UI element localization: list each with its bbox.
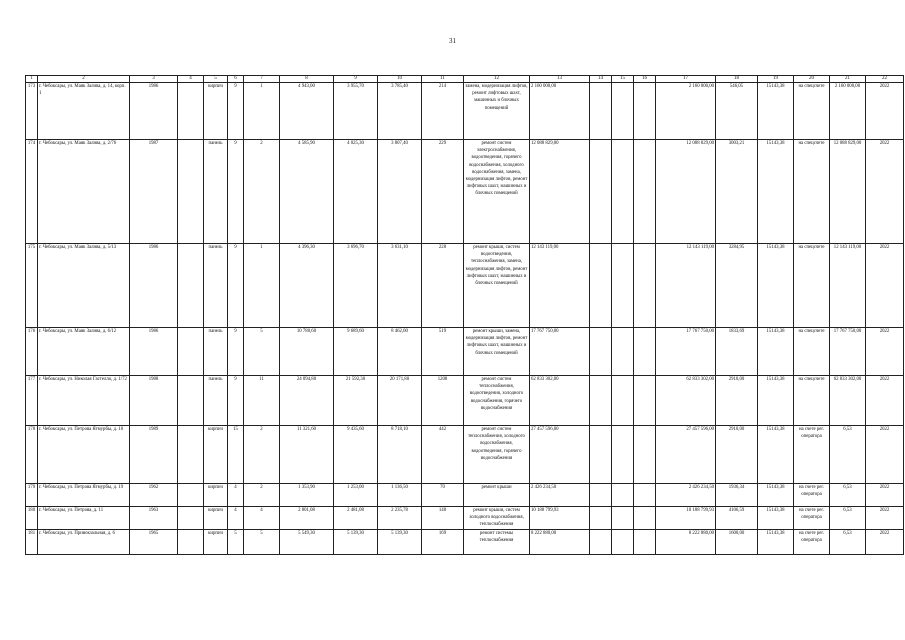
living-area-cell: 2 235,78 [378, 507, 422, 530]
works-list-cell: замена, модернизация лифтов, ремонт лифтовых шахт, машинных и блочных помещений [464, 83, 530, 140]
residents-cell: 442 [422, 426, 464, 484]
column-number: 11 [422, 76, 464, 83]
living-area-cell: 8 462,00 [378, 328, 422, 376]
premises-area-cell: 2 481,08 [334, 507, 378, 530]
column-number: 1 [26, 76, 38, 83]
column-number: 10 [378, 76, 422, 83]
premises-area-cell: 3 955,70 [334, 83, 378, 140]
works-list-cell: ремонт систем теплоснабжения, холодного водоснабжения, водоотведения, горячего водоснабжения [464, 426, 530, 484]
entrances-cell: 11 [244, 376, 280, 426]
limit-cost-cell: 15143,38 [758, 484, 794, 507]
floors-cell: 9 [228, 140, 244, 244]
funding-method-cell: на спецсчете [794, 244, 830, 328]
table-row [26, 328, 904, 376]
limit-cost-cell: 15143,38 [758, 426, 794, 484]
total-cost-cell: 2 160 000,00 [530, 83, 590, 140]
residents-cell: 519 [422, 328, 464, 376]
owners-cost-cell: 2 160 000,00 [656, 83, 716, 140]
empty-cell [612, 426, 634, 484]
year-built-cell: 1987 [130, 140, 178, 244]
entrances-cell: 2 [244, 484, 280, 507]
plan-year-cell: 2022 [866, 426, 904, 484]
empty-cell [590, 140, 612, 244]
empty-cell [612, 484, 634, 507]
column-number: 15 [612, 76, 634, 83]
year-built-cell: 1963 [130, 507, 178, 530]
empty-cell [178, 140, 204, 244]
empty-cell [612, 328, 634, 376]
funding-amount-cell: 2 160 000,00 [830, 83, 866, 140]
empty-cell [612, 507, 634, 530]
empty-cell [634, 484, 656, 507]
repair-program-table [25, 75, 904, 555]
year-built-cell: 1986 [130, 83, 178, 140]
entrances-cell: 4 [244, 507, 280, 530]
unit-cost-cell: 546,05 [716, 83, 758, 140]
row-number: 175 [26, 244, 38, 328]
funding-method-cell: на спецсчете [794, 83, 830, 140]
total-cost-cell: 17 767 750,00 [530, 328, 590, 376]
row-number: 174 [26, 140, 38, 244]
table-row [26, 376, 904, 426]
year-built-cell: 1988 [130, 376, 178, 426]
wall-material-cell: панель [204, 140, 228, 244]
column-number: 9 [334, 76, 378, 83]
funding-amount-cell: 17 767 750,00 [830, 328, 866, 376]
floors-cell: 4 [228, 507, 244, 530]
total-area-cell: 4 396,30 [280, 244, 334, 328]
residents-cell: 169 [422, 530, 464, 555]
funding-method-cell: на спецсчете [794, 376, 830, 426]
column-number: 18 [716, 76, 758, 83]
address-cell: г. Чебоксары, ул. Николая Гастелло, д. 1/72 [38, 376, 130, 426]
empty-cell [634, 530, 656, 555]
living-area-cell: 3 807,40 [378, 140, 422, 244]
address-cell: г. Чебоксары, ул. Петрова Ягмурбы, д. 10 [38, 426, 130, 484]
year-built-cell: 1965 [130, 530, 178, 555]
empty-cell [590, 83, 612, 140]
works-list-cell: ремонт крыши, систем водоотведения, теплоснабжения, замена, модернизация лифтов, ремонт лифтовых шахт, машинных и блочных помещений [464, 244, 530, 328]
address-cell: г. Чебоксары, ул. Маяк Залива, д. 14, корп. 1 [38, 83, 130, 140]
address-cell: г. Чебоксары, ул. Петрова Ягмурбы, д. 19 [38, 484, 130, 507]
unit-cost-cell: 1936,34 [716, 484, 758, 507]
column-number: 22 [866, 76, 904, 83]
floors-cell: 9 [228, 83, 244, 140]
premises-area-cell: 1 253,00 [334, 484, 378, 507]
row-number: 176 [26, 328, 38, 376]
funding-amount-cell: 6,53 [830, 426, 866, 484]
row-number: 181 [26, 530, 38, 555]
limit-cost-cell: 15143,38 [758, 530, 794, 555]
premises-area-cell: 21 592,30 [334, 376, 378, 426]
owners-cost-cell: 12 143 119,00 [656, 244, 716, 328]
plan-year-cell: 2022 [866, 140, 904, 244]
empty-cell [634, 376, 656, 426]
premises-area-cell: 9 689,60 [334, 328, 378, 376]
empty-cell [178, 376, 204, 426]
total-cost-cell: 2 426 234,50 [530, 484, 590, 507]
empty-cell [178, 328, 204, 376]
living-area-cell: 5 139,30 [378, 530, 422, 555]
limit-cost-cell: 15143,38 [758, 140, 794, 244]
premises-area-cell: 3 696,70 [334, 244, 378, 328]
residents-cell: 229 [422, 140, 464, 244]
column-number: 17 [656, 76, 716, 83]
year-built-cell: 1962 [130, 484, 178, 507]
unit-cost-cell: 3003,21 [716, 140, 758, 244]
empty-cell [634, 140, 656, 244]
column-number-row [26, 76, 904, 83]
total-area-cell: 24 094,80 [280, 376, 334, 426]
row-number: 178 [26, 426, 38, 484]
empty-cell [634, 244, 656, 328]
empty-cell [178, 530, 204, 555]
wall-material-cell: кирпич [204, 83, 228, 140]
table-row [26, 484, 904, 507]
table-row [26, 530, 904, 555]
empty-cell [612, 376, 634, 426]
empty-cell [612, 244, 634, 328]
address-cell: г. Чебоксары, ул. Привокзальная, д. 6 [38, 530, 130, 555]
floors-cell: 5 [228, 530, 244, 555]
unit-cost-cell: 2910,00 [716, 376, 758, 426]
column-number: 21 [830, 76, 866, 83]
total-area-cell: 4 585,90 [280, 140, 334, 244]
funding-method-cell: на счете рег. оператора [794, 484, 830, 507]
funding-method-cell: на счете рег. оператора [794, 426, 830, 484]
entrances-cell: 2 [244, 140, 280, 244]
plan-year-cell: 2022 [866, 328, 904, 376]
owners-cost-cell: 17 767 750,00 [656, 328, 716, 376]
empty-cell [590, 426, 612, 484]
residents-cell: 148 [422, 507, 464, 530]
wall-material-cell: кирпич [204, 484, 228, 507]
empty-cell [612, 140, 634, 244]
column-number: 5 [204, 76, 228, 83]
year-built-cell: 1989 [130, 426, 178, 484]
row-number: 180 [26, 507, 38, 530]
living-area-cell: 8 718,10 [378, 426, 422, 484]
table-row [26, 140, 904, 244]
funding-amount-cell: 6,53 [830, 507, 866, 530]
column-number: 7 [244, 76, 280, 83]
owners-cost-cell: 62 833 302,00 [656, 376, 716, 426]
unit-cost-cell: 1600,00 [716, 530, 758, 555]
funding-amount-cell: 12 143 119,00 [830, 244, 866, 328]
wall-material-cell: кирпич [204, 530, 228, 555]
wall-material-cell: панель [204, 244, 228, 328]
living-area-cell: 20 171,80 [378, 376, 422, 426]
empty-cell [590, 328, 612, 376]
works-list-cell: ремонт систем теплоснабжения, водоотведения, холодного водоснабжения, горячего водоснабжения [464, 376, 530, 426]
wall-material-cell: панель [204, 376, 228, 426]
page-number: 31 [449, 37, 456, 45]
address-cell: г. Чебоксары, ул. Маяк Залива, д. 2/76 [38, 140, 130, 244]
floors-cell: 15 [228, 426, 244, 484]
total-area-cell: 1 353,90 [280, 484, 334, 507]
table-row [26, 507, 904, 530]
row-number: 173 [26, 83, 38, 140]
plan-year-cell: 2022 [866, 507, 904, 530]
owners-cost-cell: 10 188 799,93 [656, 507, 716, 530]
empty-cell [178, 484, 204, 507]
entrances-cell: 1 [244, 83, 280, 140]
premises-area-cell: 5 139,30 [334, 530, 378, 555]
funding-amount-cell: 12 088 829,00 [830, 140, 866, 244]
funding-amount-cell: 6,53 [830, 484, 866, 507]
residents-cell: 214 [422, 83, 464, 140]
empty-cell [612, 83, 634, 140]
owners-cost-cell: 12 088 829,00 [656, 140, 716, 244]
works-list-cell: ремонт системы теплоснабжения [464, 530, 530, 555]
wall-material-cell: кирпич [204, 507, 228, 530]
unit-cost-cell: 4106,59 [716, 507, 758, 530]
floors-cell: 9 [228, 244, 244, 328]
column-number: 12 [464, 76, 530, 83]
entrances-cell: 2 [244, 426, 280, 484]
year-built-cell: 1986 [130, 328, 178, 376]
row-number: 177 [26, 376, 38, 426]
plan-year-cell: 2022 [866, 530, 904, 555]
empty-cell [590, 530, 612, 555]
empty-cell [590, 507, 612, 530]
works-list-cell: ремонт крыши [464, 484, 530, 507]
empty-cell [178, 83, 204, 140]
funding-amount-cell: 6,53 [830, 530, 866, 555]
plan-year-cell: 2022 [866, 244, 904, 328]
address-cell: г. Чебоксары, ул. Петрова, д. 11 [38, 507, 130, 530]
limit-cost-cell: 15143,38 [758, 83, 794, 140]
column-number: 3 [130, 76, 178, 83]
total-cost-cell: 8 222 880,00 [530, 530, 590, 555]
premises-area-cell: 9 435,60 [334, 426, 378, 484]
empty-cell [178, 244, 204, 328]
funding-method-cell: на счете рег. оператора [794, 530, 830, 555]
entrances-cell: 5 [244, 328, 280, 376]
column-number: 13 [530, 76, 590, 83]
entrances-cell: 1 [244, 244, 280, 328]
living-area-cell: 1 136,50 [378, 484, 422, 507]
column-number: 19 [758, 76, 794, 83]
empty-cell [178, 507, 204, 530]
funding-amount-cell: 62 833 302,00 [830, 376, 866, 426]
empty-cell [634, 426, 656, 484]
funding-method-cell: на спецсчете [794, 140, 830, 244]
column-number: 2 [38, 76, 130, 83]
address-cell: г. Чебоксары, ул. Маяк Залива, д. 5/13 [38, 244, 130, 328]
limit-cost-cell: 15143,38 [758, 328, 794, 376]
plan-year-cell: 2022 [866, 376, 904, 426]
column-number: 14 [590, 76, 612, 83]
owners-cost-cell: 8 222 880,00 [656, 530, 716, 555]
unit-cost-cell: 2910,00 [716, 426, 758, 484]
table-row [26, 426, 904, 484]
empty-cell [590, 484, 612, 507]
limit-cost-cell: 15143,38 [758, 507, 794, 530]
table-row [26, 244, 904, 328]
empty-cell [590, 244, 612, 328]
total-cost-cell: 62 833 302,00 [530, 376, 590, 426]
works-list-cell: ремонт крыши, систем холодного водоснабжения, теплоснабжения [464, 507, 530, 530]
owners-cost-cell: 2 426 234,50 [656, 484, 716, 507]
total-area-cell: 11 321,60 [280, 426, 334, 484]
residents-cell: 228 [422, 244, 464, 328]
wall-material-cell: кирпич [204, 426, 228, 484]
limit-cost-cell: 15143,38 [758, 376, 794, 426]
column-number: 4 [178, 76, 204, 83]
total-area-cell: 4 943,00 [280, 83, 334, 140]
plan-year-cell: 2022 [866, 484, 904, 507]
floors-cell: 4 [228, 484, 244, 507]
floors-cell: 9 [228, 328, 244, 376]
owners-cost-cell: 27 457 596,00 [656, 426, 716, 484]
year-built-cell: 1986 [130, 244, 178, 328]
empty-cell [590, 376, 612, 426]
empty-cell [612, 530, 634, 555]
residents-cell: 1208 [422, 376, 464, 426]
table-row [26, 83, 904, 140]
total-cost-cell: 27 457 596,00 [530, 426, 590, 484]
column-number: 8 [280, 76, 334, 83]
total-area-cell: 10 780,60 [280, 328, 334, 376]
works-list-cell: ремонт крыши, замена, модернизация лифтов, ремонт лифтовых шахт, машинных и блочных помещений [464, 328, 530, 376]
premises-area-cell: 4 025,30 [334, 140, 378, 244]
row-number: 179 [26, 484, 38, 507]
address-cell: г. Чебоксары, ул. Маяк Залива, д. 6/12 [38, 328, 130, 376]
floors-cell: 9 [228, 376, 244, 426]
unit-cost-cell: 1833,69 [716, 328, 758, 376]
entrances-cell: 5 [244, 530, 280, 555]
residents-cell: 70 [422, 484, 464, 507]
limit-cost-cell: 15143,38 [758, 244, 794, 328]
empty-cell [634, 328, 656, 376]
empty-cell [634, 83, 656, 140]
wall-material-cell: панель [204, 328, 228, 376]
funding-method-cell: на счете рег. оператора [794, 507, 830, 530]
total-cost-cell: 12 088 829,00 [530, 140, 590, 244]
total-area-cell: 5 549,30 [280, 530, 334, 555]
plan-year-cell: 2022 [866, 83, 904, 140]
column-number: 6 [228, 76, 244, 83]
column-number: 20 [794, 76, 830, 83]
living-area-cell: 3 631,10 [378, 244, 422, 328]
total-area-cell: 2 801,08 [280, 507, 334, 530]
living-area-cell: 3 785,40 [378, 83, 422, 140]
total-cost-cell: 10 188 799,93 [530, 507, 590, 530]
empty-cell [178, 426, 204, 484]
column-number: 16 [634, 76, 656, 83]
unit-cost-cell: 3284,95 [716, 244, 758, 328]
works-list-cell: ремонт систем электроснабжения, водоотведения, горячего водоснабжения, холодного водоснабжения, замена, модернизация лифтов, ремонт лифтовых шахт, машинных и блочных помещений [464, 140, 530, 244]
total-cost-cell: 12 143 119,00 [530, 244, 590, 328]
funding-method-cell: на спецсчете [794, 328, 830, 376]
empty-cell [634, 507, 656, 530]
